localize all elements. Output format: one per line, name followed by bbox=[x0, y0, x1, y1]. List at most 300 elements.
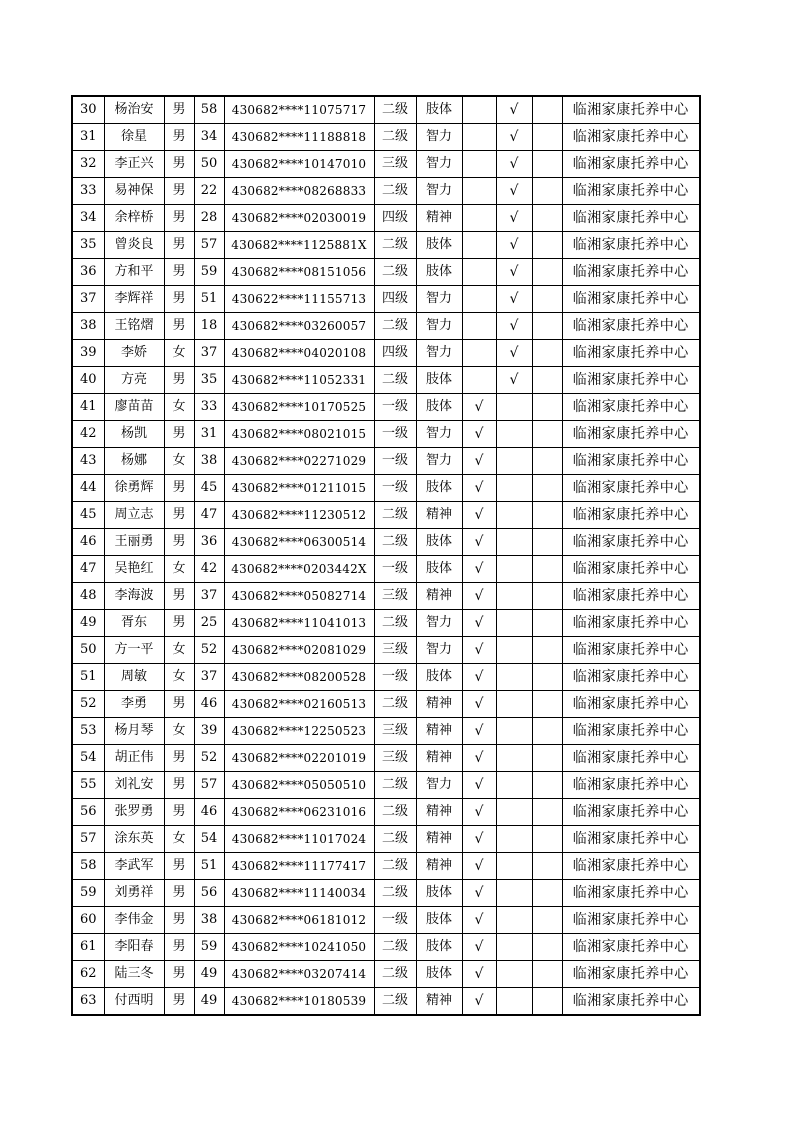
cell-disability-type: 肢体 bbox=[416, 880, 462, 907]
table-row bbox=[72, 988, 700, 1016]
table-row bbox=[72, 880, 700, 907]
cell-number: 46 bbox=[72, 529, 104, 556]
cell-id-number: 430682****02160513 bbox=[224, 691, 374, 718]
cell-sex: 男 bbox=[164, 124, 194, 151]
cell-number: 45 bbox=[72, 502, 104, 529]
cell-sex: 男 bbox=[164, 205, 194, 232]
cell-name: 余梓桥 bbox=[104, 205, 164, 232]
cell-id-number: 430682****08021015 bbox=[224, 421, 374, 448]
cell-check-a: √ bbox=[462, 988, 496, 1016]
cell-care-center: 临湘家康托养中心 bbox=[562, 664, 700, 691]
cell-care-center: 临湘家康托养中心 bbox=[562, 96, 700, 124]
cell-disability-level: 二级 bbox=[374, 313, 416, 340]
cell-id-number: 430682****11230512 bbox=[224, 502, 374, 529]
cell-sex: 男 bbox=[164, 313, 194, 340]
cell-id-number: 430682****10241050 bbox=[224, 934, 374, 961]
cell-age: 46 bbox=[194, 691, 224, 718]
cell-disability-type: 智力 bbox=[416, 124, 462, 151]
cell-check-a: √ bbox=[462, 961, 496, 988]
cell-check-a: √ bbox=[462, 853, 496, 880]
cell-care-center: 临湘家康托养中心 bbox=[562, 421, 700, 448]
cell-name: 李阳春 bbox=[104, 934, 164, 961]
cell-disability-level: 二级 bbox=[374, 826, 416, 853]
cell-disability-type: 肢体 bbox=[416, 961, 462, 988]
cell-id-number: 430682****03260057 bbox=[224, 313, 374, 340]
cell-check-a bbox=[462, 96, 496, 124]
cell-id-number: 430682****02030019 bbox=[224, 205, 374, 232]
cell-disability-type: 精神 bbox=[416, 718, 462, 745]
cell-care-center: 临湘家康托养中心 bbox=[562, 178, 700, 205]
cell-disability-level: 三级 bbox=[374, 718, 416, 745]
cell-age: 50 bbox=[194, 151, 224, 178]
cell-number: 55 bbox=[72, 772, 104, 799]
cell-check-a: √ bbox=[462, 448, 496, 475]
cell-sex: 女 bbox=[164, 718, 194, 745]
cell-disability-type: 肢体 bbox=[416, 394, 462, 421]
cell-age: 37 bbox=[194, 340, 224, 367]
cell-check-b bbox=[496, 502, 532, 529]
cell-disability-level: 二级 bbox=[374, 124, 416, 151]
cell-check-c bbox=[532, 259, 562, 286]
table-row bbox=[72, 583, 700, 610]
cell-care-center: 临湘家康托养中心 bbox=[562, 286, 700, 313]
cell-care-center: 临湘家康托养中心 bbox=[562, 637, 700, 664]
table-row bbox=[72, 178, 700, 205]
table-row bbox=[72, 124, 700, 151]
cell-disability-level: 三级 bbox=[374, 151, 416, 178]
cell-sex: 男 bbox=[164, 691, 194, 718]
table-row bbox=[72, 313, 700, 340]
cell-number: 48 bbox=[72, 583, 104, 610]
cell-sex: 男 bbox=[164, 421, 194, 448]
cell-sex: 男 bbox=[164, 583, 194, 610]
cell-care-center: 临湘家康托养中心 bbox=[562, 745, 700, 772]
cell-id-number: 430682****11140034 bbox=[224, 880, 374, 907]
cell-check-c bbox=[532, 826, 562, 853]
cell-sex: 男 bbox=[164, 286, 194, 313]
cell-check-c bbox=[532, 853, 562, 880]
cell-check-b bbox=[496, 691, 532, 718]
cell-age: 57 bbox=[194, 772, 224, 799]
cell-name: 王铭熠 bbox=[104, 313, 164, 340]
cell-check-c bbox=[532, 421, 562, 448]
cell-disability-level: 二级 bbox=[374, 178, 416, 205]
cell-age: 37 bbox=[194, 583, 224, 610]
cell-care-center: 临湘家康托养中心 bbox=[562, 691, 700, 718]
cell-id-number: 430682****08200528 bbox=[224, 664, 374, 691]
cell-name: 徐星 bbox=[104, 124, 164, 151]
cell-disability-type: 智力 bbox=[416, 448, 462, 475]
cell-check-b: √ bbox=[496, 151, 532, 178]
cell-disability-level: 二级 bbox=[374, 988, 416, 1016]
cell-check-b bbox=[496, 934, 532, 961]
cell-name: 陆三冬 bbox=[104, 961, 164, 988]
cell-check-c bbox=[532, 367, 562, 394]
table-row bbox=[72, 826, 700, 853]
cell-check-c bbox=[532, 502, 562, 529]
cell-name: 胡正伟 bbox=[104, 745, 164, 772]
cell-name: 涂东英 bbox=[104, 826, 164, 853]
cell-sex: 男 bbox=[164, 96, 194, 124]
cell-sex: 男 bbox=[164, 799, 194, 826]
cell-name: 易神保 bbox=[104, 178, 164, 205]
cell-number: 42 bbox=[72, 421, 104, 448]
cell-disability-type: 肢体 bbox=[416, 529, 462, 556]
cell-id-number: 430682****04020108 bbox=[224, 340, 374, 367]
cell-check-b: √ bbox=[496, 124, 532, 151]
cell-age: 33 bbox=[194, 394, 224, 421]
cell-check-b bbox=[496, 475, 532, 502]
cell-check-c bbox=[532, 313, 562, 340]
cell-check-c bbox=[532, 556, 562, 583]
cell-sex: 女 bbox=[164, 826, 194, 853]
cell-care-center: 临湘家康托养中心 bbox=[562, 556, 700, 583]
cell-check-c bbox=[532, 124, 562, 151]
cell-id-number: 430682****02271029 bbox=[224, 448, 374, 475]
cell-age: 18 bbox=[194, 313, 224, 340]
cell-check-b bbox=[496, 799, 532, 826]
cell-check-b bbox=[496, 610, 532, 637]
cell-disability-level: 四级 bbox=[374, 340, 416, 367]
cell-disability-type: 精神 bbox=[416, 826, 462, 853]
cell-number: 44 bbox=[72, 475, 104, 502]
cell-disability-type: 肢体 bbox=[416, 934, 462, 961]
cell-name: 李辉祥 bbox=[104, 286, 164, 313]
cell-check-c bbox=[532, 448, 562, 475]
cell-number: 58 bbox=[72, 853, 104, 880]
cell-number: 47 bbox=[72, 556, 104, 583]
cell-check-a: √ bbox=[462, 583, 496, 610]
cell-name: 王丽勇 bbox=[104, 529, 164, 556]
cell-number: 61 bbox=[72, 934, 104, 961]
cell-disability-level: 二级 bbox=[374, 934, 416, 961]
cell-number: 53 bbox=[72, 718, 104, 745]
cell-disability-level: 四级 bbox=[374, 286, 416, 313]
cell-check-a bbox=[462, 232, 496, 259]
cell-age: 59 bbox=[194, 259, 224, 286]
cell-sex: 女 bbox=[164, 664, 194, 691]
cell-id-number: 430682****01211015 bbox=[224, 475, 374, 502]
cell-sex: 女 bbox=[164, 340, 194, 367]
cell-check-b: √ bbox=[496, 340, 532, 367]
cell-disability-type: 精神 bbox=[416, 853, 462, 880]
cell-number: 54 bbox=[72, 745, 104, 772]
cell-sex: 女 bbox=[164, 637, 194, 664]
cell-sex: 男 bbox=[164, 529, 194, 556]
cell-age: 35 bbox=[194, 367, 224, 394]
cell-check-a: √ bbox=[462, 826, 496, 853]
cell-number: 41 bbox=[72, 394, 104, 421]
cell-age: 58 bbox=[194, 96, 224, 124]
cell-check-b bbox=[496, 583, 532, 610]
cell-number: 32 bbox=[72, 151, 104, 178]
table-row bbox=[72, 772, 700, 799]
cell-disability-type: 智力 bbox=[416, 610, 462, 637]
table-row bbox=[72, 232, 700, 259]
cell-disability-type: 肢体 bbox=[416, 96, 462, 124]
cell-care-center: 临湘家康托养中心 bbox=[562, 367, 700, 394]
cell-age: 52 bbox=[194, 745, 224, 772]
cell-check-b: √ bbox=[496, 259, 532, 286]
cell-number: 39 bbox=[72, 340, 104, 367]
cell-check-a bbox=[462, 313, 496, 340]
table-row bbox=[72, 475, 700, 502]
cell-disability-type: 智力 bbox=[416, 178, 462, 205]
cell-disability-level: 二级 bbox=[374, 961, 416, 988]
cell-check-b: √ bbox=[496, 96, 532, 124]
cell-care-center: 临湘家康托养中心 bbox=[562, 205, 700, 232]
cell-age: 49 bbox=[194, 961, 224, 988]
cell-age: 57 bbox=[194, 232, 224, 259]
table-row bbox=[72, 961, 700, 988]
cell-check-a: √ bbox=[462, 880, 496, 907]
table-row bbox=[72, 664, 700, 691]
cell-check-b: √ bbox=[496, 178, 532, 205]
cell-sex: 男 bbox=[164, 880, 194, 907]
cell-check-c bbox=[532, 961, 562, 988]
cell-disability-type: 肢体 bbox=[416, 259, 462, 286]
cell-disability-level: 三级 bbox=[374, 637, 416, 664]
cell-number: 57 bbox=[72, 826, 104, 853]
cell-disability-type: 智力 bbox=[416, 286, 462, 313]
cell-name: 杨月琴 bbox=[104, 718, 164, 745]
cell-check-c bbox=[532, 691, 562, 718]
cell-disability-type: 精神 bbox=[416, 988, 462, 1016]
cell-care-center: 临湘家康托养中心 bbox=[562, 826, 700, 853]
cell-id-number: 430682****10170525 bbox=[224, 394, 374, 421]
cell-age: 39 bbox=[194, 718, 224, 745]
cell-care-center: 临湘家康托养中心 bbox=[562, 394, 700, 421]
cell-disability-type: 智力 bbox=[416, 772, 462, 799]
cell-name: 李海波 bbox=[104, 583, 164, 610]
cell-name: 廖苗苗 bbox=[104, 394, 164, 421]
cell-number: 35 bbox=[72, 232, 104, 259]
cell-disability-level: 二级 bbox=[374, 880, 416, 907]
cell-check-a: √ bbox=[462, 637, 496, 664]
table-row bbox=[72, 853, 700, 880]
table-row bbox=[72, 367, 700, 394]
cell-check-a: √ bbox=[462, 529, 496, 556]
cell-id-number: 430682****08268833 bbox=[224, 178, 374, 205]
cell-check-a: √ bbox=[462, 718, 496, 745]
cell-sex: 女 bbox=[164, 394, 194, 421]
cell-name: 方一平 bbox=[104, 637, 164, 664]
cell-name: 刘勇祥 bbox=[104, 880, 164, 907]
cell-care-center: 临湘家康托养中心 bbox=[562, 502, 700, 529]
cell-age: 38 bbox=[194, 907, 224, 934]
cell-disability-type: 肢体 bbox=[416, 556, 462, 583]
cell-number: 51 bbox=[72, 664, 104, 691]
cell-check-a: √ bbox=[462, 421, 496, 448]
cell-name: 付西明 bbox=[104, 988, 164, 1016]
cell-disability-level: 一级 bbox=[374, 556, 416, 583]
cell-sex: 男 bbox=[164, 745, 194, 772]
cell-care-center: 临湘家康托养中心 bbox=[562, 934, 700, 961]
cell-care-center: 临湘家康托养中心 bbox=[562, 718, 700, 745]
cell-check-a: √ bbox=[462, 556, 496, 583]
cell-name: 胥东 bbox=[104, 610, 164, 637]
cell-name: 李武军 bbox=[104, 853, 164, 880]
cell-check-b: √ bbox=[496, 367, 532, 394]
cell-disability-level: 二级 bbox=[374, 691, 416, 718]
cell-check-a: √ bbox=[462, 475, 496, 502]
cell-check-a bbox=[462, 178, 496, 205]
cell-age: 51 bbox=[194, 286, 224, 313]
cell-id-number: 430682****11052331 bbox=[224, 367, 374, 394]
roster-table-body bbox=[72, 96, 700, 1015]
cell-check-a bbox=[462, 286, 496, 313]
cell-check-a: √ bbox=[462, 907, 496, 934]
cell-id-number: 430682****11041013 bbox=[224, 610, 374, 637]
cell-check-b: √ bbox=[496, 286, 532, 313]
cell-name: 李伟金 bbox=[104, 907, 164, 934]
cell-disability-type: 精神 bbox=[416, 691, 462, 718]
cell-sex: 男 bbox=[164, 907, 194, 934]
cell-age: 47 bbox=[194, 502, 224, 529]
cell-check-b bbox=[496, 826, 532, 853]
cell-check-c bbox=[532, 799, 562, 826]
cell-check-a bbox=[462, 124, 496, 151]
cell-id-number: 430682****06231016 bbox=[224, 799, 374, 826]
cell-disability-level: 二级 bbox=[374, 799, 416, 826]
cell-disability-level: 三级 bbox=[374, 745, 416, 772]
cell-name: 曾炎良 bbox=[104, 232, 164, 259]
cell-age: 42 bbox=[194, 556, 224, 583]
cell-name: 吴艳红 bbox=[104, 556, 164, 583]
cell-care-center: 临湘家康托养中心 bbox=[562, 799, 700, 826]
cell-disability-type: 智力 bbox=[416, 421, 462, 448]
cell-check-c bbox=[532, 988, 562, 1016]
cell-check-a: √ bbox=[462, 691, 496, 718]
cell-age: 38 bbox=[194, 448, 224, 475]
cell-check-a bbox=[462, 205, 496, 232]
cell-disability-type: 精神 bbox=[416, 205, 462, 232]
cell-sex: 男 bbox=[164, 502, 194, 529]
cell-check-b bbox=[496, 448, 532, 475]
cell-check-c bbox=[532, 718, 562, 745]
cell-number: 31 bbox=[72, 124, 104, 151]
table-row bbox=[72, 556, 700, 583]
cell-check-c bbox=[532, 664, 562, 691]
cell-check-b: √ bbox=[496, 232, 532, 259]
cell-care-center: 临湘家康托养中心 bbox=[562, 880, 700, 907]
cell-id-number: 430682****08151056 bbox=[224, 259, 374, 286]
cell-name: 杨治安 bbox=[104, 96, 164, 124]
cell-check-b bbox=[496, 529, 532, 556]
cell-check-c bbox=[532, 934, 562, 961]
cell-name: 刘礼安 bbox=[104, 772, 164, 799]
table-row bbox=[72, 96, 700, 124]
cell-check-b: √ bbox=[496, 205, 532, 232]
cell-age: 34 bbox=[194, 124, 224, 151]
cell-age: 52 bbox=[194, 637, 224, 664]
cell-age: 49 bbox=[194, 988, 224, 1016]
cell-age: 22 bbox=[194, 178, 224, 205]
cell-id-number: 430682****02081029 bbox=[224, 637, 374, 664]
cell-id-number: 430682****10180539 bbox=[224, 988, 374, 1016]
cell-disability-type: 肢体 bbox=[416, 367, 462, 394]
cell-care-center: 临湘家康托养中心 bbox=[562, 772, 700, 799]
cell-number: 60 bbox=[72, 907, 104, 934]
cell-sex: 男 bbox=[164, 367, 194, 394]
cell-id-number: 430682****03207414 bbox=[224, 961, 374, 988]
cell-disability-type: 精神 bbox=[416, 799, 462, 826]
cell-check-c bbox=[532, 637, 562, 664]
cell-disability-level: 二级 bbox=[374, 259, 416, 286]
cell-number: 43 bbox=[72, 448, 104, 475]
cell-disability-type: 智力 bbox=[416, 151, 462, 178]
table-row bbox=[72, 691, 700, 718]
roster-table bbox=[71, 95, 701, 1016]
cell-id-number: 430682****05082714 bbox=[224, 583, 374, 610]
cell-age: 46 bbox=[194, 799, 224, 826]
cell-check-b bbox=[496, 907, 532, 934]
cell-check-b bbox=[496, 988, 532, 1016]
table-row bbox=[72, 907, 700, 934]
cell-disability-level: 一级 bbox=[374, 907, 416, 934]
cell-care-center: 临湘家康托养中心 bbox=[562, 583, 700, 610]
cell-age: 28 bbox=[194, 205, 224, 232]
cell-check-b bbox=[496, 880, 532, 907]
cell-sex: 女 bbox=[164, 556, 194, 583]
cell-disability-level: 二级 bbox=[374, 502, 416, 529]
cell-check-a: √ bbox=[462, 745, 496, 772]
cell-id-number: 430682****11177417 bbox=[224, 853, 374, 880]
cell-id-number: 430682****11017024 bbox=[224, 826, 374, 853]
cell-disability-level: 二级 bbox=[374, 96, 416, 124]
cell-check-a bbox=[462, 367, 496, 394]
cell-age: 51 bbox=[194, 853, 224, 880]
cell-name: 李勇 bbox=[104, 691, 164, 718]
cell-name: 李正兴 bbox=[104, 151, 164, 178]
cell-care-center: 临湘家康托养中心 bbox=[562, 610, 700, 637]
cell-check-a bbox=[462, 259, 496, 286]
cell-number: 63 bbox=[72, 988, 104, 1016]
cell-number: 62 bbox=[72, 961, 104, 988]
cell-check-c bbox=[532, 151, 562, 178]
cell-check-c bbox=[532, 96, 562, 124]
cell-number: 49 bbox=[72, 610, 104, 637]
table-row bbox=[72, 421, 700, 448]
cell-check-c bbox=[532, 583, 562, 610]
cell-age: 56 bbox=[194, 880, 224, 907]
cell-check-c bbox=[532, 907, 562, 934]
cell-disability-level: 二级 bbox=[374, 232, 416, 259]
cell-number: 59 bbox=[72, 880, 104, 907]
cell-number: 36 bbox=[72, 259, 104, 286]
cell-check-c bbox=[532, 394, 562, 421]
cell-check-b bbox=[496, 556, 532, 583]
cell-check-a bbox=[462, 151, 496, 178]
table-row bbox=[72, 529, 700, 556]
cell-id-number: 430682****0203442X bbox=[224, 556, 374, 583]
cell-care-center: 临湘家康托养中心 bbox=[562, 259, 700, 286]
cell-id-number: 430682****02201019 bbox=[224, 745, 374, 772]
cell-sex: 男 bbox=[164, 610, 194, 637]
cell-id-number: 430622****11155713 bbox=[224, 286, 374, 313]
cell-care-center: 临湘家康托养中心 bbox=[562, 961, 700, 988]
cell-id-number: 430682****11075717 bbox=[224, 96, 374, 124]
table-row bbox=[72, 502, 700, 529]
cell-disability-level: 三级 bbox=[374, 583, 416, 610]
cell-number: 34 bbox=[72, 205, 104, 232]
cell-care-center: 临湘家康托养中心 bbox=[562, 988, 700, 1016]
cell-disability-type: 肢体 bbox=[416, 232, 462, 259]
cell-disability-level: 一级 bbox=[374, 394, 416, 421]
cell-sex: 男 bbox=[164, 988, 194, 1016]
cell-disability-type: 肢体 bbox=[416, 475, 462, 502]
cell-number: 33 bbox=[72, 178, 104, 205]
